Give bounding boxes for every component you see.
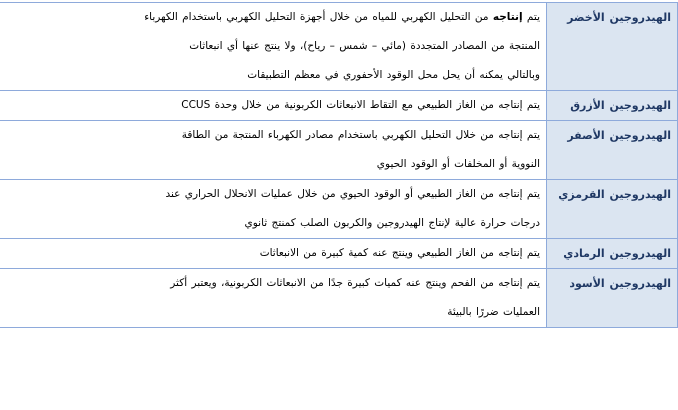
description-line: العمليات ضررًا بالبيئة <box>447 306 540 318</box>
description-line: النووية أو المخلفات أو الوقود الحيوي <box>376 158 540 170</box>
table-row <box>0 269 678 328</box>
table-row <box>0 180 678 239</box>
hydrogen-type-description <box>0 269 547 328</box>
description-line: المنتجة من المصادر المتجددة (مائي – شمس – رياح)، ولا ينتج عنها أي انبعاثات <box>189 40 540 52</box>
table-body <box>0 3 678 328</box>
hydrogen-type-name: الهيدروجين الأزرق <box>547 91 678 121</box>
hydrogen-types-table <box>0 2 678 328</box>
table-row <box>0 121 678 180</box>
description-line: يتم إنتاجه من خلال التحليل الكهربي باستخدام مصادر الكهرباء المنتجة من الطاقة <box>181 129 540 141</box>
table-row <box>0 239 678 269</box>
description-line: وبالتالي يمكنه أن يحل محل الوقود الأحفوري في معظم التطبيقات <box>247 69 540 81</box>
description-line: يتم إنتاجه من الغاز الطبيعي أو الوقود الحيوي من خلال عمليات الانحلال الحراري عند <box>165 188 540 200</box>
description-line: يتم إنتاجه من الغاز الطبيعي مع التقاط الانبعاثات الكربونية من خلال وحدة CCUS <box>181 99 540 111</box>
hydrogen-type-name: الهيدروجين الأصفر <box>547 121 678 180</box>
hydrogen-type-description <box>0 91 547 121</box>
table-row <box>0 91 678 121</box>
description-line: يتم إنتاجه من الغاز الطبيعي وينتج عنه كمية كبيرة من الانبعاثات <box>259 247 540 259</box>
hydrogen-type-name: الهيدروجين الرمادي <box>547 239 678 269</box>
hydrogen-type-description <box>0 239 547 269</box>
description-line: يتم إنتاجه من الفحم وينتج عنه كميات كبيرة جدًا من الانبعاثات الكربونية، ويعتبر أكثر <box>170 277 540 289</box>
description-line: يتم إنتاجه من التحليل الكهربي للمياه من خلال أجهزة التحليل الكهربي باستخدام الكهرباء <box>144 11 540 23</box>
hydrogen-type-name: الهيدروجين القرمزي <box>547 180 678 239</box>
description-line: درجات حرارة عالية لإنتاج الهيدروجين والكربون الصلب كمنتج ثانوي <box>244 217 540 229</box>
hydrogen-type-name: الهيدروجين الأخضر <box>547 3 678 91</box>
hydrogen-type-name: الهيدروجين الأسود <box>547 269 678 328</box>
hydrogen-type-description <box>0 3 547 91</box>
table-row <box>0 3 678 91</box>
hydrogen-type-description <box>0 180 547 239</box>
hydrogen-type-description <box>0 121 547 180</box>
